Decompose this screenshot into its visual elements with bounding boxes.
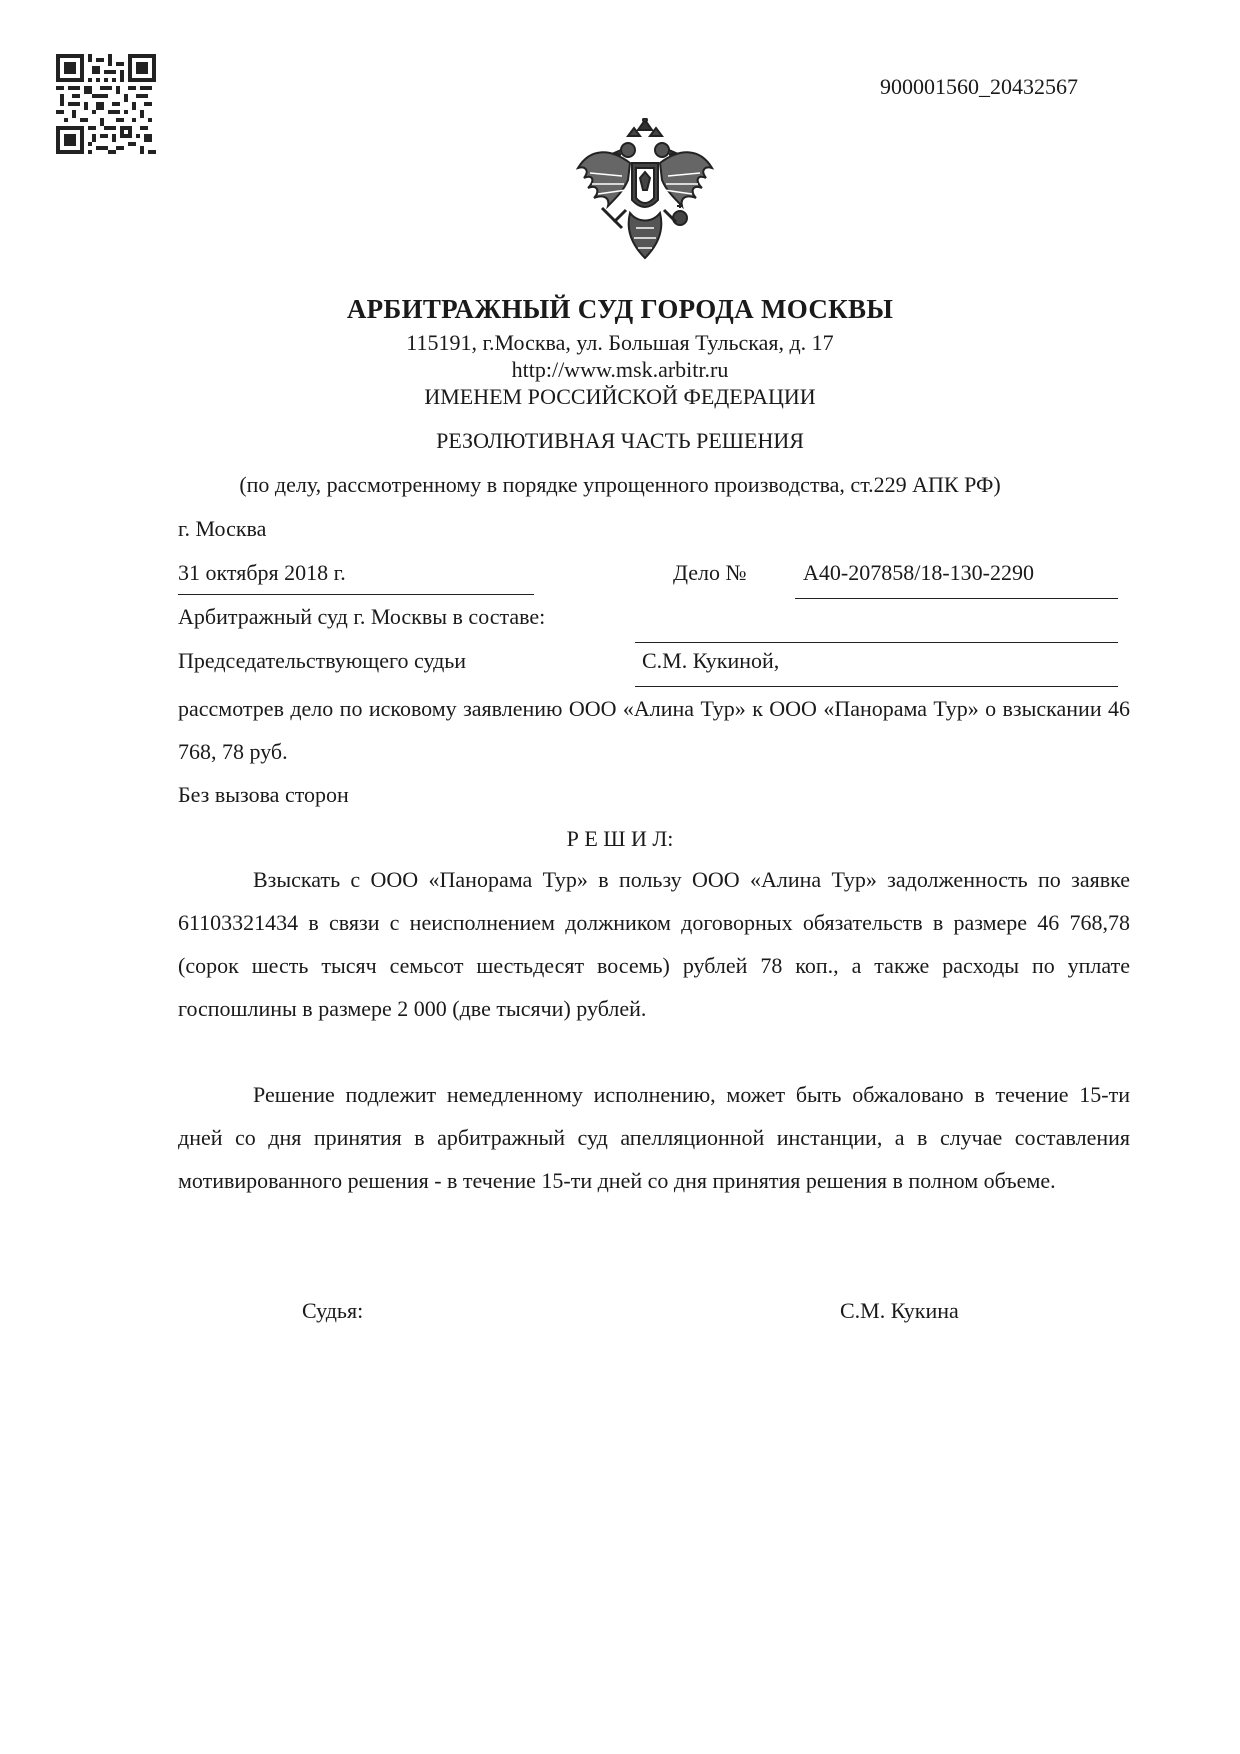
case-number: А40-207858/18-130-2290	[803, 560, 1034, 585]
document-title: РЕЗОЛЮТИВНАЯ ЧАСТЬ РЕШЕНИЯ	[436, 428, 804, 453]
without-parties: Без вызова сторон	[178, 782, 349, 807]
composition-label: Арбитражный суд г. Москвы в составе:	[178, 604, 546, 629]
judge-label: Судья:	[302, 1298, 364, 1323]
case-label: Дело №	[673, 560, 747, 585]
city: г. Москва	[178, 516, 267, 541]
court-name: АРБИТРАЖНЫЙ СУД ГОРОДА МОСКВЫ	[346, 294, 894, 324]
composition-underline	[635, 642, 1118, 643]
decided-heading: Р Е Ш И Л:	[566, 826, 674, 851]
execution-paragraph: Решение подлежит немедленному исполнению, может быть обжаловано в течение 15-ти дней со дня принятия в арбитражный суд апелляционной инстанции, а в случае составления мотивированного решения - в течение 15-ти дней со дня принятия решения в полном объеме.	[178, 1082, 1130, 1193]
in-name-of-federation: ИМЕНЕМ РОССИЙСКОЙ ФЕДЕРАЦИИ	[424, 384, 816, 409]
court-address: 115191, г.Москва, ул. Большая Тульская, д. 17	[406, 330, 834, 355]
document-subtitle: (по делу, рассмотренному в порядке упрощенного производства, ст.229 АПК РФ)	[239, 472, 1001, 497]
qr-code	[56, 54, 156, 154]
date-underline	[178, 594, 534, 595]
ruling-paragraph: Взыскать с ООО «Панорама Тур» в пользу ООО «Алина Тур» задолженность по заявке 61103321434 в связи с неисполнением должником договорных обязательств в размере 46 768,78 (сорок шесть тысяч семьсот шестьдесят восемь) рублей 78 коп., а также расходы по уплате госпошлины в размере 2 000 (две тысячи) рублей.	[178, 867, 1130, 1021]
russian-coat-of-arms-icon	[570, 118, 720, 268]
decision-date: 31 октября 2018 г.	[178, 560, 346, 585]
presiding-label: Председательствующего судьи	[178, 648, 467, 673]
document-id: 900001560_20432567	[880, 74, 1078, 99]
considered-paragraph: рассмотрев дело по исковому заявлению ООО «Алина Тур» к ООО «Панорама Тур» о взыскании 46 768, 78 руб.	[178, 696, 1130, 764]
court-website: http://www.msk.arbitr.ru	[511, 357, 729, 382]
case-number-underline	[795, 598, 1118, 599]
presiding-judge-name: С.М. Кукиной,	[642, 648, 780, 673]
judge-signature-name: С.М. Кукина	[840, 1298, 959, 1323]
